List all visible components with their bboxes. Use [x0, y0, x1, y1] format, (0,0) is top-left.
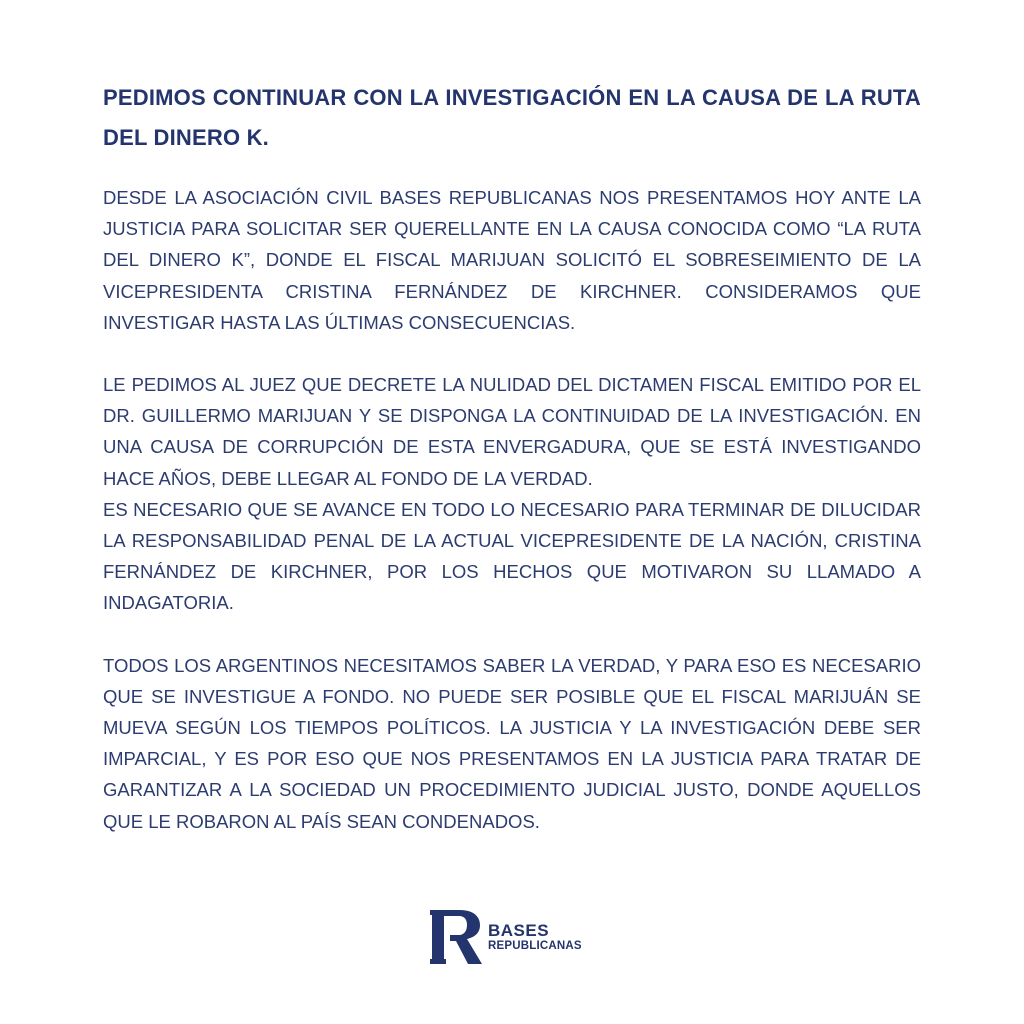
br-monogram-icon [430, 908, 484, 966]
logo-wordmark [488, 922, 582, 953]
logo-line-republicanas: REPUBLICANAS [488, 939, 582, 952]
statement-body [103, 182, 921, 837]
statement-document [103, 78, 921, 837]
statement-title: PEDIMOS CONTINUAR CON LA INVESTIGACIÓN EN LA CAUSA DE LA RUTA DEL DINERO K. [103, 85, 921, 150]
bases-republicanas-logo [430, 908, 582, 966]
paragraph-2: LE PEDIMOS AL JUEZ QUE DECRETE LA NULIDAD DEL DICTAMEN FISCAL EMITIDO POR EL DR. GUILLERMO MARIJUAN Y SE DISPONGA LA CONTINUIDAD DE LA INVESTIGACIÓN. EN UNA CAUSA DE CORRUPCIÓN DE ESTA ENVERGADURA, QUE SE ESTÁ INVESTIGANDO HACE AÑOS, DEBE LLEGAR AL FONDO DE LA VERDAD. [103, 374, 921, 489]
paragraph-1: DESDE LA ASOCIACIÓN CIVIL BASES REPUBLICANAS NOS PRESENTAMOS HOY ANTE LA JUSTICIA PARA SOLICITAR SER QUERELLANTE EN LA CAUSA CONOCIDA COMO “LA RUTA DEL DINERO K”, DONDE EL FISCAL MARIJUAN SOLICITÓ EL SOBRESEIMIENTO DE LA VICEPRESIDENTA CRISTINA FERNÁNDEZ DE KIRCHNER. CONSIDERAMOS QUE INVESTIGAR HASTA LAS ÚLTIMAS CONSECUENCIAS. [103, 187, 921, 333]
paragraph-3: ES NECESARIO QUE SE AVANCE EN TODO LO NECESARIO PARA TERMINAR DE DILUCIDAR LA RESPONSABILIDAD PENAL DE LA ACTUAL VICEPRESIDENTE DE LA NACIÓN, CRISTINA FERNÁNDEZ DE KIRCHNER, POR LOS HECHOS QUE MOTIVARON SU LLAMADO A INDAGATORIA. [103, 498, 921, 614]
logo-line-bases: BASES [488, 920, 550, 940]
paragraph-4: TODOS LOS ARGENTINOS NECESITAMOS SABER LA VERDAD, Y PARA ESO ES NECESARIO QUE SE INVESTIGUE A FONDO. NO PUEDE SER POSIBLE QUE EL FISCAL MARIJUÁN SE MUEVA SEGÚN LOS TIEMPOS POLÍTICOS. LA JUSTICIA Y LA INVESTIGACIÓN DEBE SER IMPARCIAL, Y ES POR ESO QUE NOS PRESENTAMOS EN LA JUSTICIA PARA TRATAR DE GARANTIZAR A LA SOCIEDAD UN PROCEDIMIENTO JUDICIAL JUSTO, DONDE AQUELLOS QUE LE ROBARON AL PAÍS SEAN CONDENADOS. [103, 654, 921, 832]
